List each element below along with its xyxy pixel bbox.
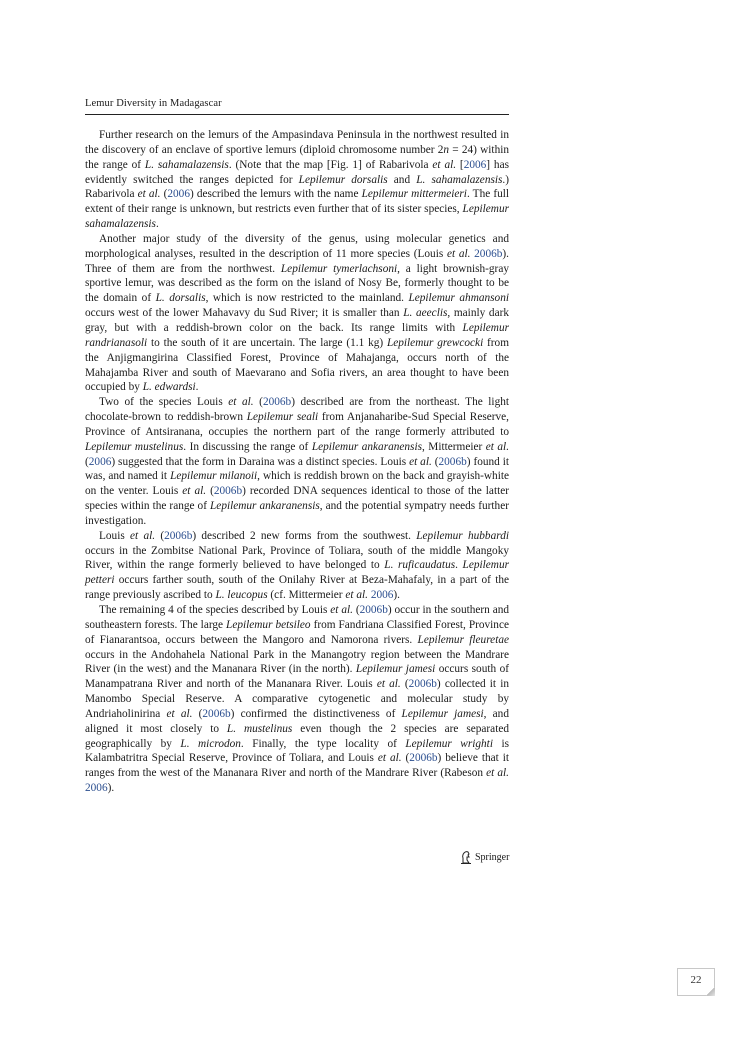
citation-link[interactable]: 2006 xyxy=(370,589,394,602)
citation-link[interactable]: 2006b xyxy=(409,752,438,765)
paragraph-2: Another major study of the diversity of the genus, using molecular genetics and morphological analyses, resulted in the description of 11 more species (Louis et al. 2006b). Three of them are from the northwest. Lepilemur tymerlachsoni, a light brownish-gray sportive lemur, was described as the form on the island of Nosy Be, formerly thought to be the domain of L. dorsalis, which is now restricted to the mainland. Lepilemur ahmansoni occurs west of the lower Mahavavy du Sud River; it is smaller than L. aeeclis, mainly dark gray, but with a reddish-brown color on the back. Its range limits with Lepilemur randrianasoli to the south of it are uncertain. The large (1.1 kg) Lepilemur grewcocki from the Anjigmangirina Classified Forest, Province of Mahajanga, occurs north of the Mahajamba River and south of Maevarano and Sofia rivers, an area thought to have been occupied by L. edwardsi. xyxy=(85,232,509,394)
publisher-logo xyxy=(460,851,509,864)
citation-link[interactable]: 2006 xyxy=(88,455,112,468)
paragraph-5: The remaining 4 of the species described by Louis et al. (2006b) occur in the southern and southeastern forests. The large Lepilemur betsileo from Fandriana Classified Forest, Province of Fianarantsoa, occurs between the Mangoro and Namorona rivers. Lepilemur fleuretae occurs in the Andohahela National Park in the Manangotry region between the Mandrare River (in the west) and the Mananara River (in the north). Lepilemur jamesi occurs south of Manampatrana River and north of the Mananara River. Louis et al. (2006b) collected it in Manombo Special Reserve. A comparative cytogenetic and molecular study by Andriaholinirina et al. (2006b) confirmed the distinctiveness of Lepilemur jamesi, and aligned it most closely to L. mustelinus even though the 2 species are separated geographically by L. microdon. Finally, the type locality of Lepilemur wrighti is Kalambatritra Special Reserve, Province of Toliara, and Louis et al. (2006b) believe that it ranges from the west of the Mananara River and north of the Mandrare River (Rabeson et al. 2006). xyxy=(85,604,510,795)
paragraph-4: Louis et al. (2006b) described 2 new forms from the southwest. Lepilemur hubbardi occurs in the Zombitse National Park, Province of Toliara, south of the middle Mangoky River, within the range formerly believed to have belonged to L. ruficaudatus. Lepilemur petteri occurs farther south, south of the Onilahy River at Beza-Mahafaly, in a part of the range previously ascribed to L. leucopus (cf. Mittermeier et al. 2006). xyxy=(85,529,509,602)
page-curl-decoration xyxy=(706,987,715,996)
citation-link[interactable]: 2006b xyxy=(474,247,503,260)
citation-link[interactable]: 2006b xyxy=(213,485,243,498)
citation-link[interactable]: 2006 xyxy=(167,188,190,201)
body-text xyxy=(85,128,509,796)
citation-link[interactable]: 2006 xyxy=(85,782,108,795)
citation-link[interactable]: 2006b xyxy=(438,455,467,468)
page-number-box xyxy=(677,968,715,996)
page-number: 22 xyxy=(690,974,702,986)
springer-horse-icon xyxy=(460,851,472,864)
citation-link[interactable]: 2006b xyxy=(202,707,231,720)
header-rule xyxy=(85,114,509,115)
running-head: Lemur Diversity in Madagascar xyxy=(85,98,222,109)
paragraph-3: Two of the species Louis et al. (2006b) described are from the northeast. The light chocolate-brown to reddish-brown Lepilemur seali from Anjanaharibe-Sud Special Reserve, Province of Antsiranana, occupies the northern part of the range formerly attributed to Lepilemur mustelinus. In discussing the range of Lepilemur ankaranensis, Mittermeier et al. (2006) suggested that the form in Daraina was a distinct species. Louis et al. (2006b) found it was, and named it Lepilemur milanoii, which is reddish brown on the back and grayish-white on the venter. Louis et al. (2006b) recorded DNA sequences identical to those of the latter species within the range of Lepilemur ankaranensis, and the potential sympatry needs further investigation. xyxy=(85,396,510,527)
citation-link[interactable]: 2006b xyxy=(408,678,437,691)
paragraph-1: Further research on the lemurs of the Ampasindava Peninsula in the northwest resulted in the discovery of an enclave of sportive lemurs (diploid chromosome number 2n = 24) within the range of L. sahamalazensis. (Note that the map [Fig. 1] of Rabarivola et al. [2006] has evidently switched the ranges depicted for Lepilemur dorsalis and L. sahamalazensis.) Rabarivola et al. (2006) described the lemurs with the name Lepilemur mittermeieri. The full extent of their range is unknown, but restricts even further that of its sister species, Lepilemur sahamalazensis. xyxy=(85,129,510,231)
citation-link[interactable]: 2006b xyxy=(262,396,292,409)
citation-link[interactable]: 2006b xyxy=(164,529,193,542)
citation-link[interactable]: 2006b xyxy=(359,604,388,616)
citation-link[interactable]: 2006 xyxy=(463,158,487,171)
publisher-name: Springer xyxy=(475,852,510,863)
